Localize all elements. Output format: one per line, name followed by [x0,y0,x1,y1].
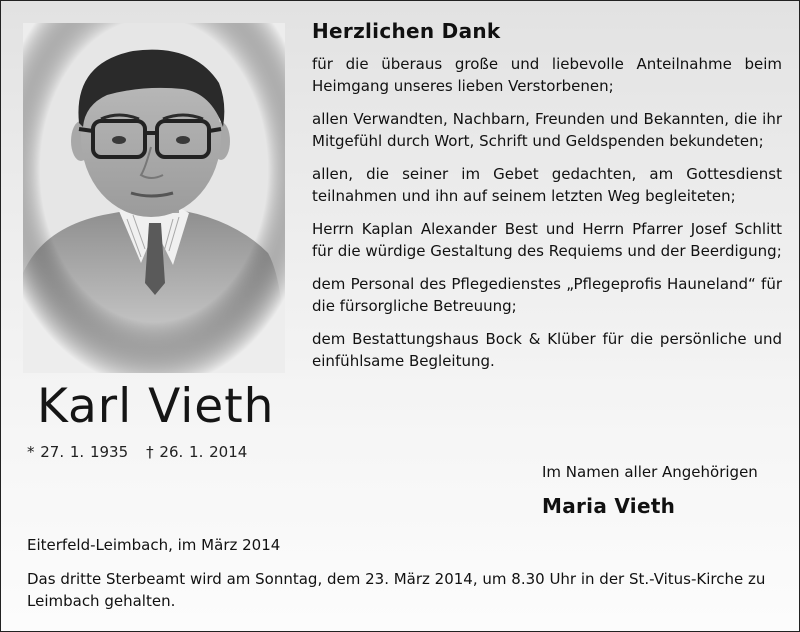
on-behalf-text: Im Namen aller Angehörigen [542,463,758,481]
thanks-paragraph: dem Bestattungshaus Bock & Klüber für die persönliche und einfühlsame Begleitung. [312,330,782,370]
place-date: Eiterfeld-Leimbach, im März 2014 [27,536,281,554]
thanks-paragraph: für die überaus große und liebevolle Anteilnahme beim Heimgang unseres lieben Verstorbenen; [312,55,782,95]
thanks-heading: Herzlichen Dank [312,19,501,43]
thanks-section [312,15,782,383]
death-date: † 26. 1. 2014 [146,443,248,461]
birth-date: * 27. 1. 1935 [27,443,129,461]
thanks-paragraph: allen Verwandten, Nachbarn, Freunden und Bekannten, die ihr Mitgefühl durch Wort, Schrift und Geldspenden bekundeten; [312,110,782,150]
deceased-name: Karl Vieth [37,379,275,434]
signer-name: Maria Vieth [542,494,676,518]
thanks-paragraph: allen, die seiner im Gebet gedachten, am Gottesdienst teilnahmen und ihn auf seinem letzten Weg begleiteten; [312,165,782,205]
life-dates [27,443,247,461]
portrait-photo [23,23,285,373]
thanks-paragraph: Herrn Kaplan Alexander Best und Herrn Pfarrer Josef Schlitt für die würdige Gestaltung des Requiems und der Beerdigung; [312,220,782,260]
mass-notice: Das dritte Sterbeamt wird am Sonntag, dem 23. März 2014, um 8.30 Uhr in der St.-Vitus-Kirche zu Leimbach gehalten. [27,570,766,610]
thanks-paragraph: dem Personal des Pflegedienstes „Pflegeprofis Hauneland“ für die fürsorgliche Betreuung; [312,275,782,315]
